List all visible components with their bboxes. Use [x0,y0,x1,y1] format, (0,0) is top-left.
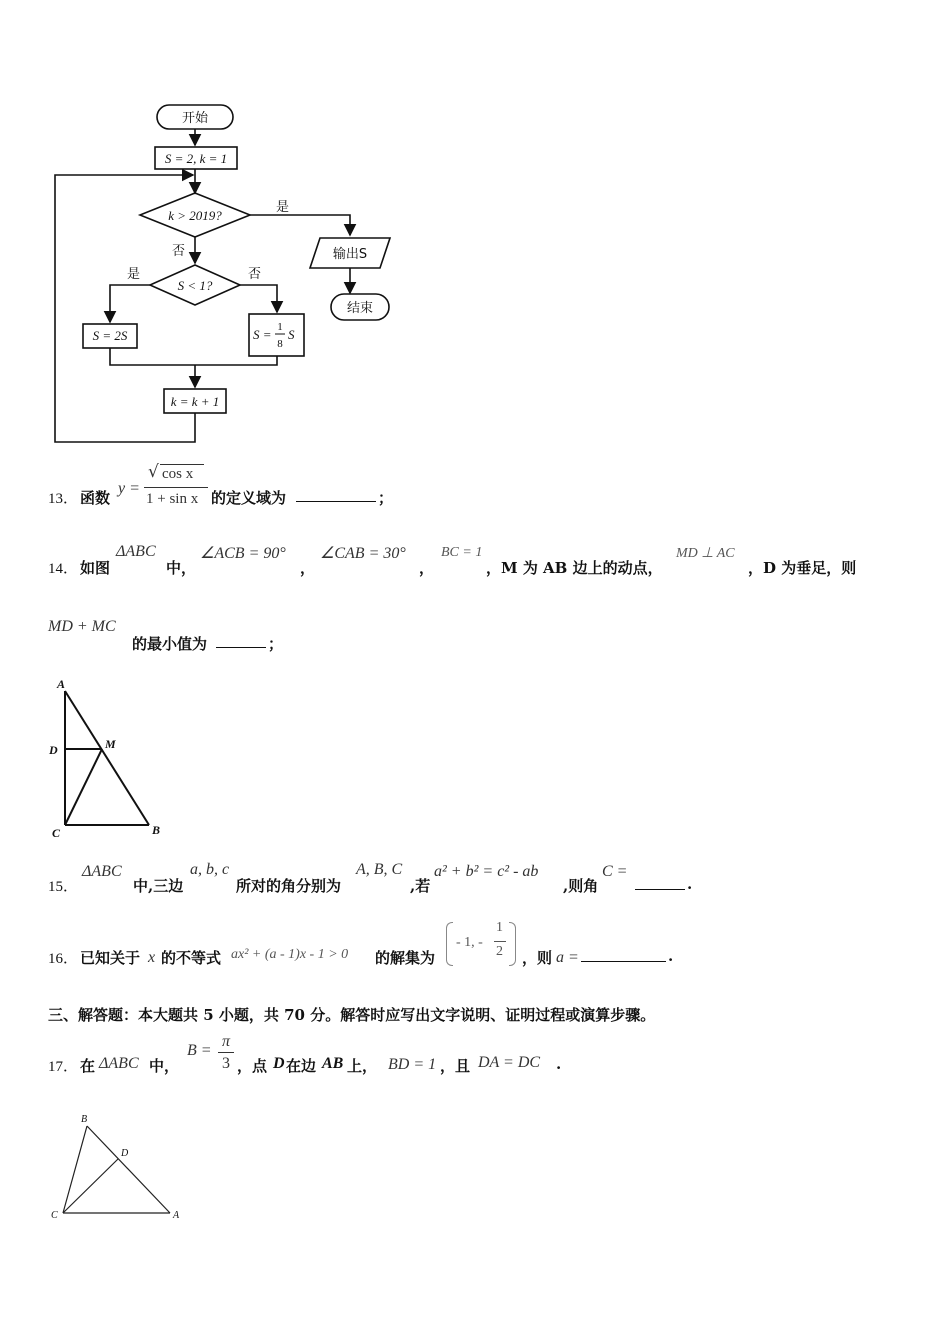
q15-t1: 中,三边 [133,877,184,895]
q14-fig-label-a: A [57,677,66,691]
q15 [48,858,748,898]
flow-assign-right-den: 8 [277,338,283,350]
q17-frac-num: π [222,1033,231,1050]
q14-mid: ，M 为 AB 边上的动点， [486,559,663,577]
flow-assign-right-prefix: S = [253,327,272,342]
q15-end: . [687,875,693,893]
q15-sides: a, b, c [190,861,230,878]
q13-answer-blank[interactable] [296,487,376,502]
q16 [48,920,748,970]
q14-figure [45,675,175,840]
q17-t3: ，点 [237,1057,268,1075]
q13-denominator: 1 + sin x [146,491,199,507]
q16-frac-num: 1 [496,920,503,935]
q13-numerator: cos x [162,466,194,482]
q15-t3: ,若 [410,877,431,895]
q15-t4: ,则角 [563,877,599,895]
flow-assign-left-label: S = 2S [92,328,128,343]
q17-da-dc: DA = DC [478,1054,541,1071]
q14-lead: 如图 [80,559,111,577]
q17-t4: 在边 [286,1057,317,1075]
q15-c-eq: C = [602,863,628,880]
q16-end: . [668,947,674,965]
q16-t3: 的解集为 [375,949,436,967]
q14-triangle: ΔABC [116,543,156,560]
q17-fig-label-d: D [121,1148,129,1159]
q17-frac-den: 3 [222,1055,230,1072]
q13-y-eq: y = [118,480,140,497]
q16-left-paren [446,922,453,966]
q17-bd: BD = 1 [388,1056,437,1073]
q13-end: ； [378,489,394,507]
q16-right-paren [509,922,516,966]
q14 [48,540,908,660]
q15-angles: A, B, C [356,861,403,878]
q14-number: 14． [48,561,79,577]
q17-t2: 中， [149,1057,180,1075]
flowchart [40,95,410,455]
flow-no1-label: 否 [172,244,186,259]
q16-interval-left: - 1, - [456,935,483,950]
q13-tail: 的定义域为 [211,489,287,507]
q17-triangle: ΔABC [99,1055,139,1072]
q17-fig-label-a: A [173,1210,180,1221]
flow-assign-right-suffix: S [288,327,295,342]
flow-cond1-label: k > 2019? [168,208,222,223]
q14-zhong: 中， [166,559,197,577]
q17-figure [45,1108,195,1223]
flow-start-label: 开始 [181,111,209,126]
q13-number: 13． [48,491,79,507]
q13-sqrt-bar [160,464,204,465]
q17-ab: AB [322,1055,344,1072]
q14-end: ； [268,635,284,653]
q14-answer-blank[interactable] [216,633,266,648]
q16-t1: 已知关于 [80,949,141,967]
q16-t2: 的不等式 [161,949,222,967]
q14-expr: MD + MC [48,618,116,635]
q16-frac-bar [494,941,506,942]
q14-tail: ，D 为垂足，则 [748,559,857,577]
q17-number: 17． [48,1059,79,1075]
q17-t1: 在 [80,1057,96,1075]
q14-comma1: ， [300,559,316,577]
q15-triangle: ΔABC [82,863,122,880]
q14-fig-label-m: M [105,737,116,751]
flow-yes2-label: 是 [127,267,141,282]
q14-fig-label-b: B [152,823,161,837]
flow-increment-label: k = k + 1 [170,394,220,409]
section-title: 三、解答题：本大题共 5 小题，共 70 分。解答时应写出文字说明、证明过程或演算步骤。 [48,1006,656,1024]
q16-answer-blank[interactable] [581,947,666,962]
q15-t2: 所对的角分别为 [236,877,342,895]
q16-t4: ，则 [522,949,553,967]
q17-fig-label-b: B [81,1114,88,1125]
flow-yes1-label: 是 [276,200,290,215]
q15-answer-blank[interactable] [635,875,685,890]
q14-bc: BC = 1 [441,545,483,560]
flow-end-label: 结束 [346,301,374,316]
q17-fig-label-c: C [51,1210,58,1221]
q14-comma2: ， [419,559,435,577]
q13-fraction-bar [144,487,208,488]
q17-b-eq: B = [187,1042,212,1059]
q13-lead: 函数 [80,489,111,507]
q17-d: D [273,1055,285,1072]
flow-init-label: S = 2, k = 1 [164,151,228,166]
q13 [48,460,548,520]
q15-number: 15． [48,879,79,895]
flow-no2-label: 否 [248,267,262,282]
flow-cond2-label: S < 1? [177,278,213,293]
q14-angle-acb: ∠ACB = 90° [200,545,286,562]
q16-a-eq: a = [556,949,579,966]
q14-angle-cab: ∠CAB = 30° [320,545,406,562]
q16-number: 16． [48,951,79,967]
q14-fig-label-c: C [52,826,61,840]
q17-end: . [556,1055,562,1073]
q16-frac-den: 2 [496,944,503,959]
flow-output-label: 输出S [332,247,368,262]
q14-fig-label-d: D [49,743,58,757]
q14-tail2: 的最小值为 [132,635,208,653]
flow-assign-right-num: 1 [277,321,283,333]
q16-inequality: ax² + (a - 1)x - 1 > 0 [231,947,349,962]
q17-t6: ，且 [440,1057,471,1075]
q15-equation: a² + b² = c² - ab [434,863,539,880]
q17-frac-bar [218,1052,234,1053]
q14-perp: MD ⊥ AC [676,546,735,561]
q17 [48,1035,608,1080]
q16-x: x [148,949,156,966]
q17-t5: 上， [347,1057,378,1075]
q13-sqrt-icon: √ [148,462,159,482]
